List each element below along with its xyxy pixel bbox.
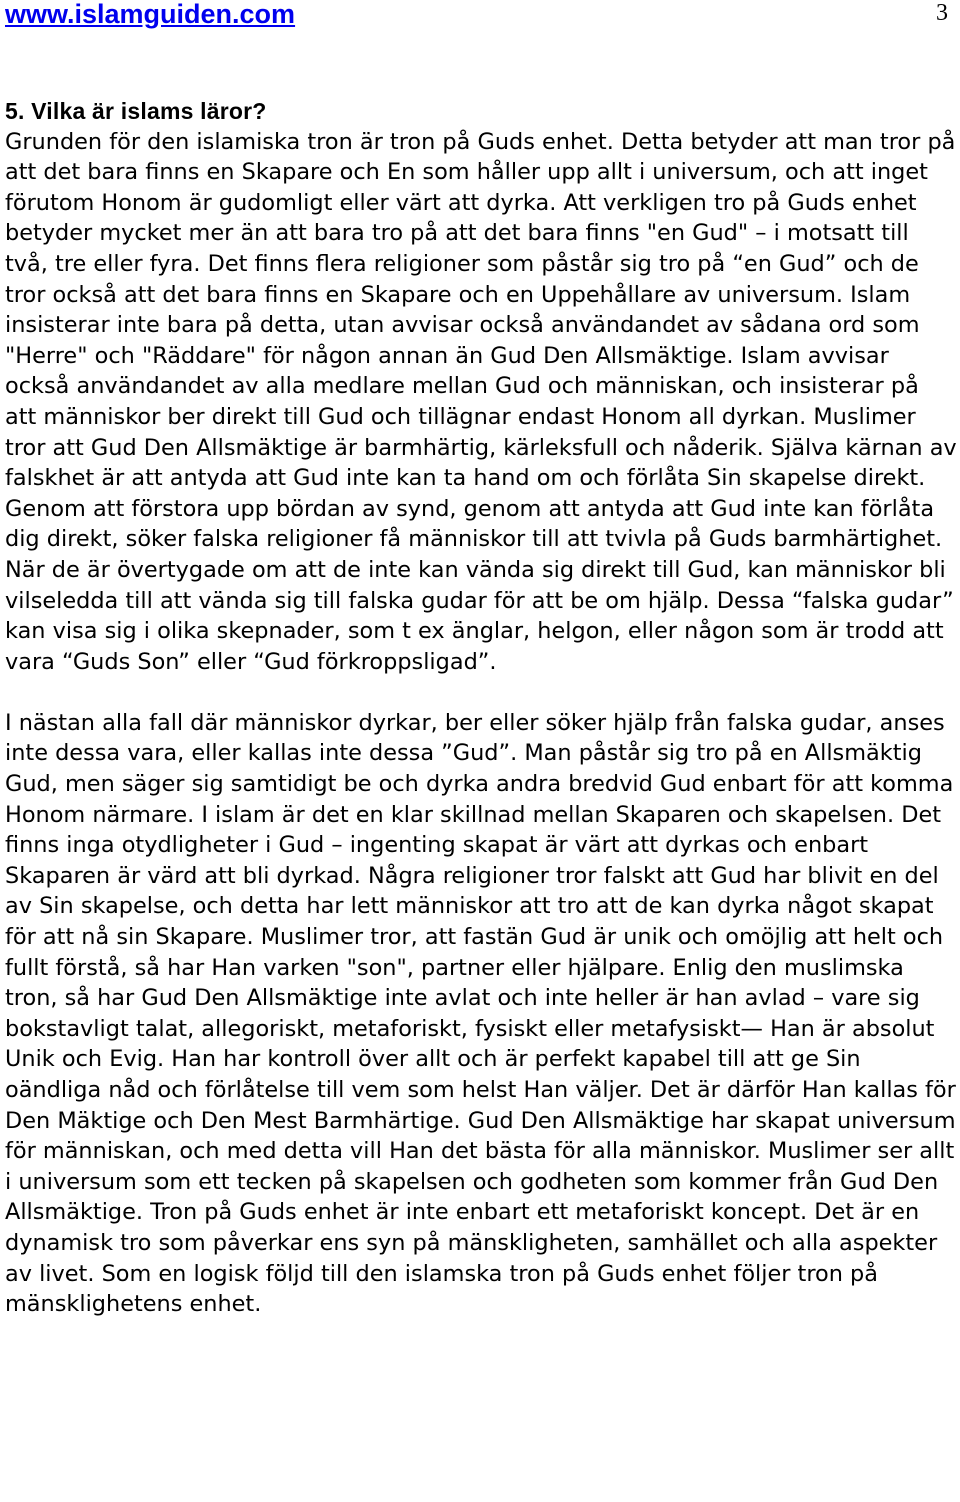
page-number: 3 [936, 0, 948, 26]
paragraph-1: Grunden för den islamiska tron är tron på Guds enhet. Detta betyder att man tror på att det bara finns en Skapare och En som håller upp allt i universum, och att inget förutom Honom är gudomligt eller värt att dyrka. Att verkligen tro på Guds enhet betyder mycket mer än att bara tro på att det bara finns "en Gud" – i motsatt till två, tre eller fyra. Det finns flera religioner som påstår sig tro på “en Gud” och de tror också att det bara finns en Skapare och en Uppehållare av universum. Islam insisterar inte bara på detta, utan avvisar också användandet av sådana ord som "Herre" och "Räddare" för någon annan än Gud Den Allsmäktige. Islam avvisar också användandet av alla medlare mellan Gud och människan, och insisterar på att människor ber direkt till Gud och tillägnar endast Honom all dyrkan. Muslimer tror att Gud Den Allsmäktige är barmhärtig, kärleksfull och nåderik. Själva kärnan av falskhet är att antyda att Gud inte kan ta hand om och förlåta Sin skapelse direkt. Genom att förstora upp bördan av synd, genom att antyda att Gud inte kan förlåta dig direkt, söker falska religioner få människor till att tvivla på Guds barmhärtighet. När de är övertygade om att de inte kan vända sig direkt till Gud, kan människor bli vilseledda till att vända sig till falska gudar för att be om hjälp. Dessa “falska gudar” kan visa sig i olika skepnader, som t ex änglar, helgon, eller någon som är trodd att vara “Guds Son” eller “Gud förkroppsligad”. [5, 128, 957, 675]
site-link[interactable]: www.islamguiden.com [5, 0, 296, 29]
section-heading: 5. Vilka är islams läror? [5, 98, 267, 124]
page-header [0, 0, 960, 40]
document-body [5, 96, 957, 1320]
paragraph-2: I nästan alla fall där människor dyrkar, ber eller söker hjälp från falska gudar, anses inte dessa vara, eller kallas inte dessa ”Gud”. Man påstår sig tro på en Allsmäktig Gud, men säger sig samtidigt be och dyrka andra bredvid Gud enbart för att komma Honom närmare. I islam är det en klar skillnad mellan Skaparen och skapelsen. Det finns inga otydligheter i Gud – ingenting skapat är värt att dyrkas och enbart Skaparen är värd att bli dyrkad. Några religioner tror falskt att Gud har blivit en del av Sin skapelse, och detta har lett människor att tro att de kan dyrka något skapat för att nå sin Skapare. Muslimer tror, att fastän Gud är unik och omöjlig att helt och fullt förstå, så har Han varken "son", partner eller hjälpare. Enlig den muslimska tron, så har Gud Den Allsmäktige inte avlat och inte heller är han avlad – vare sig bokstavligt talat, allegoriskt, metaforiskt, fysiskt eller metafysiskt— Han är absolut Unik och Evig. Han har kontroll över allt och är perfekt kapabel till att ge Sin oändliga nåd och förlåtelse till vem som helst Han väljer. Det är därför Han kallas för Den Mäktige och Den Mest Barmhärtige. Gud Den Allsmäktige har skapat universum för människan, och med detta vill Han det bästa för alla människor. Muslimer ser allt i universum som ett tecken på skapelsen och godheten som kommer från Gud Den Allsmäktige. Tron på Guds enhet är inte enbart ett metaforiskt koncept. Det är en dynamisk tro som påverkar ens syn på mänskligheten, samhället och alla aspekter av livet. Som en logisk följd till den islamska tron på Guds enhet följer tron på mänsklighetens enhet. [5, 709, 956, 1318]
paragraph-spacer [5, 677, 957, 708]
